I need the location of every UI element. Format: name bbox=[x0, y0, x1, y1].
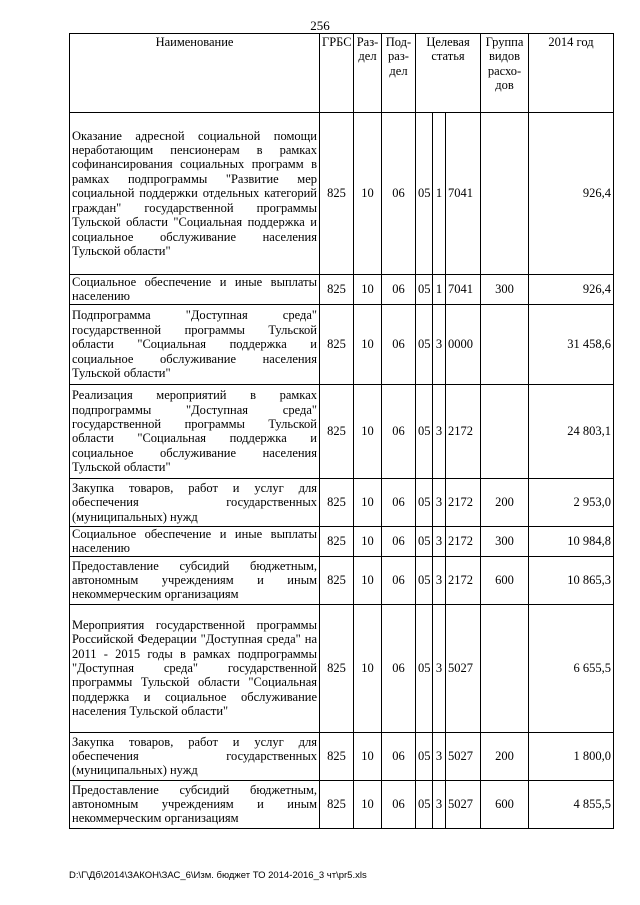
row-grbs: 825 bbox=[320, 478, 354, 526]
table-row bbox=[70, 113, 614, 275]
row-podrazdel: 06 bbox=[382, 526, 416, 556]
table-row bbox=[70, 526, 614, 556]
row-amount: 31 458,6 bbox=[529, 304, 614, 384]
row-target-subprogram: 3 bbox=[433, 780, 446, 828]
row-razdel: 10 bbox=[354, 604, 382, 732]
row-razdel: 10 bbox=[354, 732, 382, 780]
row-amount: 24 803,1 bbox=[529, 384, 614, 478]
row-name: Подпрограмма "Доступная среда" государственной программы Тульской области "Социальная поддержка и социальное обслуживание населения Тульской области" bbox=[70, 304, 320, 384]
row-razdel: 10 bbox=[354, 556, 382, 604]
table-row bbox=[70, 275, 614, 305]
row-target-program: 05 bbox=[416, 556, 433, 604]
row-expense-group: 200 bbox=[481, 732, 529, 780]
row-grbs: 825 bbox=[320, 275, 354, 305]
row-target-program: 05 bbox=[416, 526, 433, 556]
row-razdel: 10 bbox=[354, 113, 382, 275]
header-year: 2014 год bbox=[529, 34, 614, 113]
table-row bbox=[70, 780, 614, 828]
table-row bbox=[70, 304, 614, 384]
row-target-program: 05 bbox=[416, 604, 433, 732]
table-body bbox=[70, 113, 614, 829]
row-razdel: 10 bbox=[354, 526, 382, 556]
header-grbs: ГРБС bbox=[320, 34, 354, 113]
row-grbs: 825 bbox=[320, 604, 354, 732]
row-expense-group: 200 bbox=[481, 478, 529, 526]
row-target-subprogram: 3 bbox=[433, 526, 446, 556]
row-target-program: 05 bbox=[416, 304, 433, 384]
row-name: Закупка товаров, работ и услуг для обеспечения государственных (муниципальных) нужд bbox=[70, 732, 320, 780]
row-razdel: 10 bbox=[354, 304, 382, 384]
row-grbs: 825 bbox=[320, 780, 354, 828]
table-row bbox=[70, 556, 614, 604]
row-name: Социальное обеспечение и иные выплаты населению bbox=[70, 526, 320, 556]
row-target-direction: 7041 bbox=[446, 113, 481, 275]
row-expense-group bbox=[481, 384, 529, 478]
row-name: Предоставление субсидий бюджетным, автономным учреждениям и иным некоммерческим организациям bbox=[70, 780, 320, 828]
row-target-program: 05 bbox=[416, 275, 433, 305]
header-tselevaya-statya: Целевая статья bbox=[416, 34, 481, 113]
table-row bbox=[70, 732, 614, 780]
table-header bbox=[70, 34, 614, 113]
row-podrazdel: 06 bbox=[382, 384, 416, 478]
row-target-program: 05 bbox=[416, 384, 433, 478]
row-target-subprogram: 1 bbox=[433, 275, 446, 305]
row-expense-group: 300 bbox=[481, 275, 529, 305]
file-path-footer: D:\Г\Дб\2014\ЗАКОН\ЗАС_6\Изм. бюджет ТО 2014-2016_3 чт\pr5.xls bbox=[69, 870, 367, 881]
row-razdel: 10 bbox=[354, 780, 382, 828]
row-podrazdel: 06 bbox=[382, 478, 416, 526]
row-grbs: 825 bbox=[320, 526, 354, 556]
row-target-subprogram: 3 bbox=[433, 304, 446, 384]
row-target-direction: 7041 bbox=[446, 275, 481, 305]
row-amount: 6 655,5 bbox=[529, 604, 614, 732]
row-target-program: 05 bbox=[416, 732, 433, 780]
row-grbs: 825 bbox=[320, 113, 354, 275]
row-amount: 10 984,8 bbox=[529, 526, 614, 556]
header-gruppa-vidov: Группа видов расхо- дов bbox=[481, 34, 529, 113]
row-razdel: 10 bbox=[354, 384, 382, 478]
row-podrazdel: 06 bbox=[382, 604, 416, 732]
row-target-subprogram: 3 bbox=[433, 384, 446, 478]
table-row bbox=[70, 604, 614, 732]
row-amount: 1 800,0 bbox=[529, 732, 614, 780]
row-razdel: 10 bbox=[354, 478, 382, 526]
row-podrazdel: 06 bbox=[382, 304, 416, 384]
row-target-subprogram: 3 bbox=[433, 732, 446, 780]
row-target-direction: 2172 bbox=[446, 526, 481, 556]
row-target-direction: 0000 bbox=[446, 304, 481, 384]
row-target-subprogram: 3 bbox=[433, 604, 446, 732]
row-target-direction: 5027 bbox=[446, 732, 481, 780]
row-expense-group bbox=[481, 604, 529, 732]
budget-table bbox=[69, 33, 614, 829]
row-name: Социальное обеспечение и иные выплаты населению bbox=[70, 275, 320, 305]
row-target-program: 05 bbox=[416, 113, 433, 275]
page-number: 256 bbox=[310, 18, 330, 33]
row-target-program: 05 bbox=[416, 780, 433, 828]
header-razdel: Раз- дел bbox=[354, 34, 382, 113]
row-name: Закупка товаров, работ и услуг для обеспечения государственных (муниципальных) нужд bbox=[70, 478, 320, 526]
row-expense-group: 600 bbox=[481, 556, 529, 604]
row-amount: 10 865,3 bbox=[529, 556, 614, 604]
row-target-direction: 2172 bbox=[446, 384, 481, 478]
row-name: Предоставление субсидий бюджетным, автономным учреждениям и иным некоммерческим организациям bbox=[70, 556, 320, 604]
row-podrazdel: 06 bbox=[382, 275, 416, 305]
row-razdel: 10 bbox=[354, 275, 382, 305]
row-target-direction: 5027 bbox=[446, 780, 481, 828]
row-podrazdel: 06 bbox=[382, 113, 416, 275]
table-row bbox=[70, 478, 614, 526]
row-podrazdel: 06 bbox=[382, 780, 416, 828]
row-expense-group bbox=[481, 113, 529, 275]
row-grbs: 825 bbox=[320, 732, 354, 780]
row-grbs: 825 bbox=[320, 304, 354, 384]
row-expense-group: 300 bbox=[481, 526, 529, 556]
row-grbs: 825 bbox=[320, 384, 354, 478]
row-target-subprogram: 3 bbox=[433, 478, 446, 526]
row-expense-group bbox=[481, 304, 529, 384]
row-name: Оказание адресной социальной помощи неработающим пенсионерам в рамках софинансирования социальных программ в рамках подпрограммы "Развитие мер социальной поддержки отдельных категорий граждан" государственной программы Тульской области "Социальная поддержка и социальное обслуживание населения Тульской области" bbox=[70, 113, 320, 275]
row-target-direction: 5027 bbox=[446, 604, 481, 732]
row-podrazdel: 06 bbox=[382, 556, 416, 604]
row-target-direction: 2172 bbox=[446, 478, 481, 526]
header-name: Наименование bbox=[70, 34, 320, 113]
row-target-subprogram: 1 bbox=[433, 113, 446, 275]
row-name: Мероприятия государственной программы Российской Федерации "Доступная среда" на 2011 - 2015 годы в рамках подпрограммы "Доступная среда" государственной программы Тульской области "Социальная поддержка и социальное обслуживание населения Тульской области" bbox=[70, 604, 320, 732]
row-amount: 926,4 bbox=[529, 275, 614, 305]
row-expense-group: 600 bbox=[481, 780, 529, 828]
row-amount: 926,4 bbox=[529, 113, 614, 275]
row-podrazdel: 06 bbox=[382, 732, 416, 780]
row-grbs: 825 bbox=[320, 556, 354, 604]
row-target-direction: 2172 bbox=[446, 556, 481, 604]
row-name: Реализация мероприятий в рамках подпрограммы "Доступная среда" государственной программы Тульской области "Социальная поддержка и социальное обслуживание населения Тульской области" bbox=[70, 384, 320, 478]
row-amount: 2 953,0 bbox=[529, 478, 614, 526]
table-row bbox=[70, 384, 614, 478]
row-amount: 4 855,5 bbox=[529, 780, 614, 828]
row-target-subprogram: 3 bbox=[433, 556, 446, 604]
header-podrazdel: Под- раз- дел bbox=[382, 34, 416, 113]
row-target-program: 05 bbox=[416, 478, 433, 526]
